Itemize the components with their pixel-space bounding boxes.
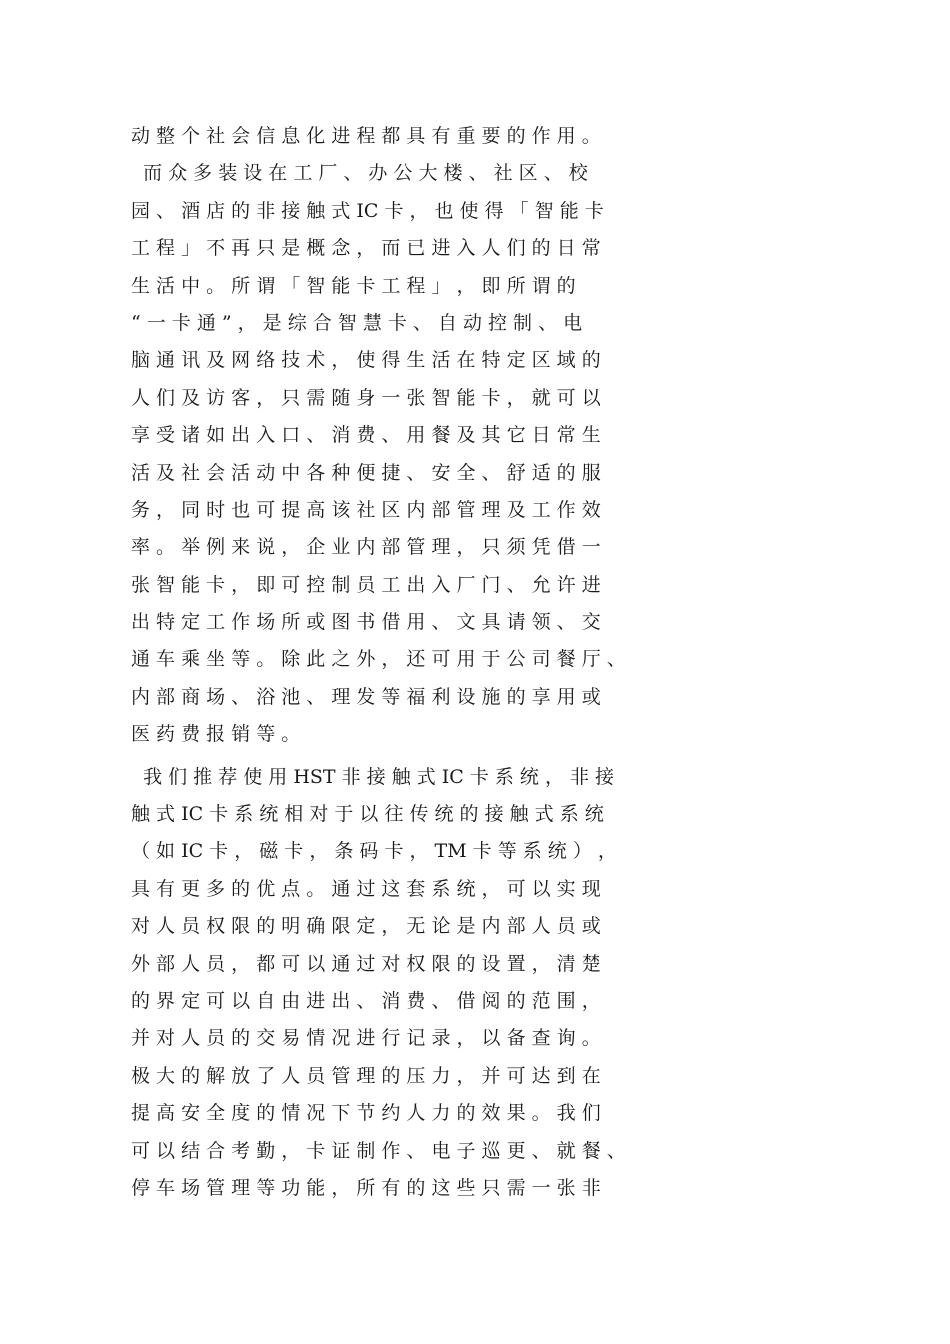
text-line: 脑 通 讯 及 网 络 技 术 ， 使 得 生 活 在 特 定 区 域 的 — [131, 349, 601, 372]
text-line: 园 、 酒 店 的 非 接 触 式 IC 卡 ， 也 使 得 「 智 能 卡 — [131, 199, 604, 222]
text-line: “ 一 卡 通 ” ， 是 综 合 智 慧 卡 、 自 动 控 制 、 电 — [131, 311, 583, 334]
text-line: 工 程 」 不 再 只 是 概 念 ， 而 已 进 入 人 们 的 日 常 — [131, 237, 601, 260]
text-line: 内 部 商 场 、 浴 池 、 理 发 等 福 利 设 施 的 享 用 或 — [131, 685, 601, 708]
text-line: 触 式 IC 卡 系 统 相 对 于 以 往 传 统 的 接 触 式 系 统 — [131, 803, 604, 826]
text-line: 动 整 个 社 会 信 息 化 进 程 都 具 有 重 要 的 作 用 。 — [131, 125, 601, 147]
text-line: 通 车 乘 坐 等 。 除 此 之 外 ， 还 可 用 于 公 司 餐 厅 、 — [131, 648, 626, 671]
text-line: 的 界 定 可 以 自 由 进 出 、 消 费 、 借 阅 的 范 围 ， — [131, 989, 601, 1012]
text-line: 生 活 中 。 所 谓 「 智 能 卡 工 程 」 ， 即 所 谓 的 — [131, 274, 576, 297]
text-line: 务 ， 同 时 也 可 提 高 该 社 区 内 部 管 理 及 工 作 效 — [131, 498, 601, 521]
text-line: 我 们 推 荐 使 用 HST 非 接 触 式 IC 卡 系 统 ， 非 接 — [131, 765, 615, 788]
text-line: 对 人 员 权 限 的 明 确 限 定 ， 无 论 是 内 部 人 员 或 — [131, 915, 601, 938]
body-text — [131, 118, 851, 1207]
text-line: 张 智 能 卡 ， 即 可 控 制 员 工 出 入 厂 门 、 允 许 进 — [131, 573, 601, 596]
text-line: 人 们 及 访 客 ， 只 需 随 身 一 张 智 能 卡 ， 就 可 以 — [131, 386, 601, 409]
text-line: 活 及 社 会 活 动 中 各 种 便 捷 、 安 全 、 舒 适 的 服 — [131, 461, 601, 484]
text-line: 具 有 更 多 的 优 点 。 通 过 这 套 系 统 ， 可 以 实 现 — [131, 877, 601, 900]
text-line: 并 对 人 员 的 交 易 情 况 进 行 记 录 ， 以 备 查 询 。 — [131, 1027, 601, 1050]
text-line: 极 大 的 解 放 了 人 员 管 理 的 压 力 ， 并 可 达 到 在 — [131, 1064, 601, 1087]
text-line: 提 高 安 全 度 的 情 况 下 节 约 人 力 的 效 果 。 我 们 — [131, 1102, 601, 1125]
text-line: （ 如 IC 卡 ， 磁 卡 ， 条 码 卡 ， TM 卡 等 系 统 ） ， — [131, 840, 617, 863]
text-line: 出 特 定 工 作 场 所 或 图 书 借 用 、 文 具 请 领 、 交 — [131, 611, 601, 634]
text-line: 率 。 举 例 来 说 ， 企 业 内 部 管 理 ， 只 须 凭 借 一 — [131, 536, 601, 559]
text-line: 而 众 多 装 设 在 工 厂 、 办 公 大 楼 、 社 区 、 校 — [131, 162, 588, 185]
text-line: 外 部 人 员 ， 都 可 以 通 过 对 权 限 的 设 置 ， 清 楚 — [131, 952, 601, 975]
text-line: 医 药 费 报 销 等 。 — [131, 723, 301, 746]
text-line: 停 车 场 管 理 等 功 能 ， 所 有 的 这 些 只 需 一 张 非 — [131, 1176, 601, 1199]
text-line: 可 以 结 合 考 勤 ， 卡 证 制 作 、 电 子 巡 更 、 就 餐 、 — [131, 1139, 626, 1162]
text-line: 享 受 诸 如 出 入 口 、 消 费 、 用 餐 及 其 它 日 常 生 — [131, 424, 601, 447]
